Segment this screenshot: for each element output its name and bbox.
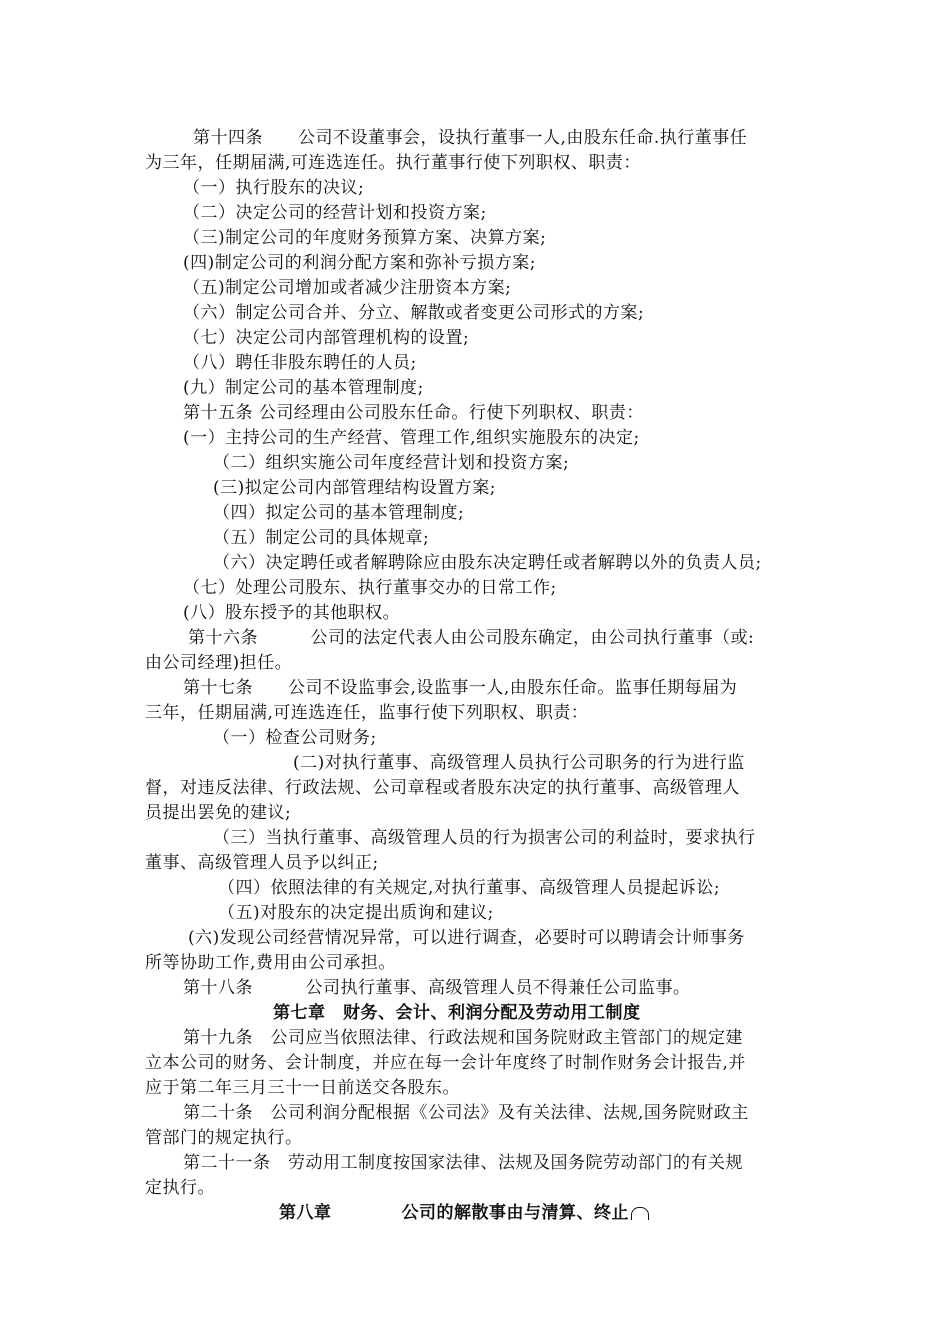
article-15-item-1: (一）主持公司的生产经营、管理工作,组织实施股东的决定; (183, 428, 640, 448)
article-14-line-1: 第十四条 公司不设董事会，设执行董事一人,由股东任命.执行董事任 (193, 128, 748, 148)
article-17-item-2: (二)对执行董事、高级管理人员执行公司职务的行为进行监 (293, 753, 745, 773)
ink-mark-icon (631, 1207, 649, 1220)
chapter-8-heading-text: 第八章 公司的解散事由与清算、终止 (279, 1203, 629, 1223)
article-15-item-2: （二）组织实施公司年度经营计划和投资方案; (213, 453, 570, 473)
article-17-item-4: （四）依照法律的有关规定,对执行董事、高级管理人员提起诉讼; (218, 878, 721, 898)
article-16-line-1: 第十六条 公司的法定代表人由公司股东确定，由公司执行董事（或: (188, 628, 755, 648)
article-14-item-3: （三)制定公司的年度财务预算方案、决算方案; (183, 228, 547, 248)
article-15-item-7: （七）处理公司股东、执行董事交办的日常工作; (183, 578, 557, 598)
article-16-line-2: 由公司经理)担任。 (145, 653, 293, 673)
article-15-item-4: （四）拟定公司的基本管理制度; (213, 503, 465, 523)
article-15-item-6: （六）决定聘任或者解聘除应由股东决定聘任或者解聘以外的负责人员; (213, 553, 762, 573)
article-14-item-2: （二）决定公司的经营计划和投资方案; (183, 203, 487, 223)
article-14-item-4: (四)制定公司的利润分配方案和弥补亏损方案; (183, 253, 536, 273)
article-19-line-1: 第十九条 公司应当依照法律、行政法规和国务院财政主管部门的规定建 (183, 1028, 743, 1048)
article-14-item-9: (九）制定公司的基本管理制度; (183, 378, 424, 398)
article-15-item-5: （五）制定公司的具体规章; (213, 528, 430, 548)
article-17-item-6: (六)发现公司经营情况异常，可以进行调查，必要时可以聘请会计师事务 (188, 928, 745, 948)
article-19-line-2: 立本公司的财务、会计制度，并应在每一会计年度终了时制作财务会计报告,并 (145, 1053, 746, 1073)
article-14-item-1: （一）执行股东的决议; (183, 178, 365, 198)
article-17-item-3-cont: 董事、高级管理人员予以纠正; (145, 853, 379, 873)
article-17-item-2-cont-2: 员提出罢免的建议; (145, 803, 292, 823)
article-20-line-2: 管部门的规定执行。 (145, 1128, 303, 1148)
article-14-item-6: （六）制定公司合并、分立、解散或者变更公司形式的方案; (183, 303, 645, 323)
article-17-item-2-cont-1: 督，对违反法律、行政法规、公司章程或者股东决定的执行董事、高级管理人 (145, 778, 740, 798)
article-17-line-1: 第十七条 公司不设监事会,设监事一人,由股东任命。监事任期每届为 (183, 678, 738, 698)
article-21-line-2: 定执行。 (145, 1178, 215, 1198)
article-14-item-5: （五)制定公司增加或者减少注册资本方案; (183, 278, 512, 298)
article-14-item-7: （七）决定公司内部管理机构的设置; (183, 328, 470, 348)
article-15-item-8: (八）股东授予的其他职权。 (183, 603, 401, 623)
article-17-item-5: （五)对股东的决定提出质询和建议; (218, 903, 494, 923)
chapter-7-heading: 第七章 财务、会计、利润分配及劳动用工制度 (273, 1003, 641, 1023)
article-15-item-3: (三)拟定公司内部管理结构设置方案; (213, 478, 496, 498)
article-15-line-1: 第十五条 公司经理由公司股东任命。行使下列职权、职责： (183, 403, 644, 423)
article-21-line-1: 第二十一条 劳动用工制度按国家法律、法规及国务院劳动部门的有关规 (183, 1153, 743, 1173)
article-17-item-1: （一）检查公司财务; (213, 728, 377, 748)
chapter-8-heading (279, 1201, 649, 1225)
article-17-line-2: 三年，任期届满,可连选连任，监事行使下列职权、职责： (145, 703, 589, 723)
article-17-item-6-cont: 所等协助工作,费用由公司承担。 (145, 953, 396, 973)
article-20-line-1: 第二十条 公司利润分配根据《公司法》及有关法律、法规,国务院财政主 (183, 1103, 749, 1123)
article-19-line-3: 应于第二年三月三十一日前送交各股东。 (145, 1078, 460, 1098)
article-17-item-3: （三）当执行董事、高级管理人员的行为损害公司的利益时，要求执行 (213, 828, 756, 848)
article-14-line-2: 为三年，任期届满,可连选连任。执行董事行使下列职权、职责： (145, 153, 641, 173)
article-14-item-8: （八）聘任非股东聘任的人员; (183, 353, 417, 373)
article-18-line: 第十八条 公司执行董事、高级管理人员不得兼任公司监事。 (183, 978, 691, 998)
